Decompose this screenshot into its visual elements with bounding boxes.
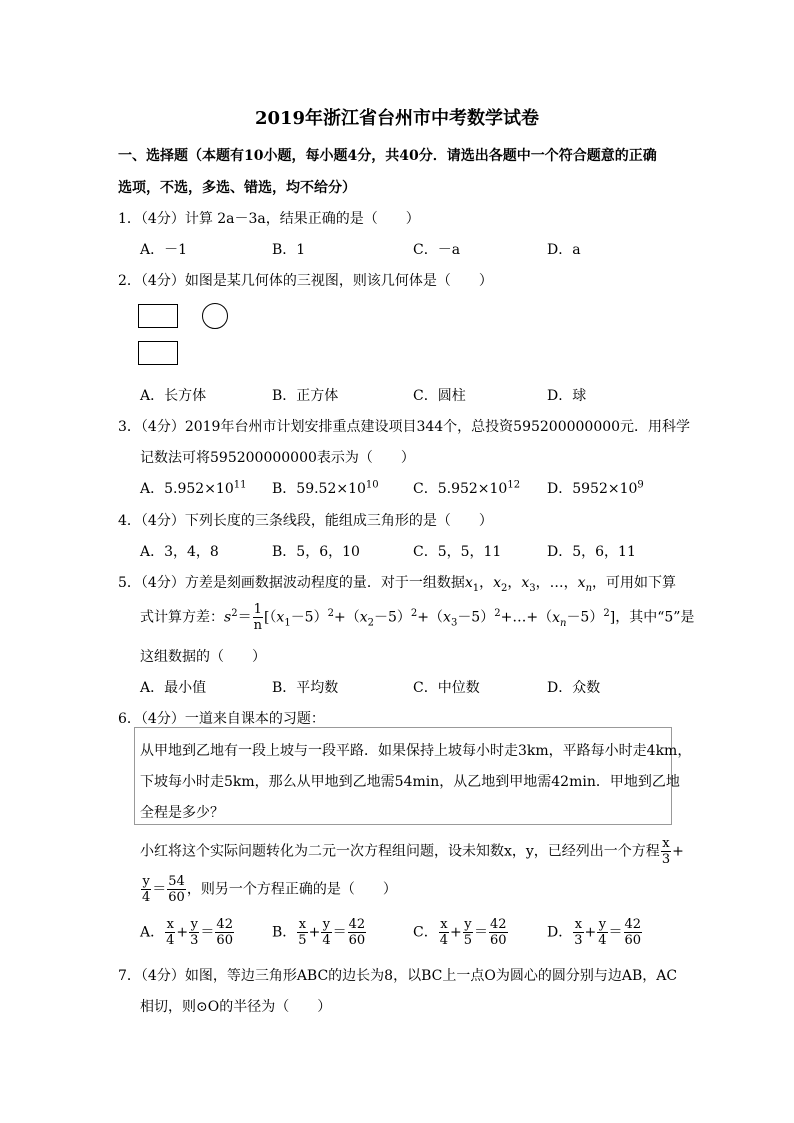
q1-option-d: D．a (547, 242, 581, 258)
section-heading-line2: 选项，不选，多选、错选，均不给分） (118, 180, 356, 196)
q4-option-b: B．5，6，10 (272, 544, 360, 560)
q4-stem: 4．（4分）下列长度的三条线段，能组成三角形的是（ ） (118, 513, 493, 529)
q6-line-b: $\frac{y}{4}$ ＝ $\frac{54}{60}$ ，则另一个方程正确的是（ ） (142, 874, 397, 905)
q5-option-d: D．众数 (547, 680, 601, 696)
q4-option-d: D．5，6，11 (547, 544, 636, 560)
q2-stem: 2．（4分）如图是某几何体的三视图，则该几何体是（ ） (118, 273, 493, 289)
q1-stem: 1．（4分）计算 2a－3a，结果正确的是（ ） (118, 211, 420, 227)
q5-option-c: C．中位数 (413, 680, 480, 696)
q6-stem: 6．（4分）一道来自课本的习题： (118, 711, 325, 727)
front-view-rectangle (138, 304, 178, 328)
section-heading-line1: 一、选择题（本题有10小题，每小题4分，共40分．请选出各题中一个符合题意的正确 (118, 148, 657, 164)
q3-option-b: B．$59.52\times 10^{10}$ (272, 479, 379, 497)
q3-option-c: C．$5.952\times 10^{12}$ (413, 479, 521, 497)
q6-box-line2: 下坡每小时走5km，那么从甲地到乙地需54min，从乙地到甲地需42min．甲地到乙地 (140, 774, 680, 790)
q6-option-c: C． $\frac{x}{4}$ + $\frac{y}{5}$ ＝ $\frac{42}{60}$ (413, 917, 507, 948)
q6-box-line1: 从甲地到乙地有一段上坡与一段平路．如果保持上坡每小时走3km，平路每小时走4km， (140, 743, 692, 759)
q7-line2: 相切，则⊙O的半径为（ ） (140, 999, 332, 1015)
q6-option-b: B． $\frac{x}{5}$ + $\frac{y}{4}$ ＝ $\frac{42}{60}$ (272, 917, 366, 948)
q3-option-a: A．$5.952\times 10^{11}$ (140, 479, 247, 497)
q5-line3: 这组数据的（ ） (140, 649, 266, 665)
page-title: 2019年浙江省台州市中考数学试卷 (254, 108, 540, 129)
q6-line-a: 小红将这个实际问题转化为二元一次方程组问题，设未知数x，y，已经列出一个方程 $\frac{x}{3}$ + (140, 836, 684, 867)
q7-line1: 7．（4分）如图，等边三角形ABC的边长为8，以BC上一点O为圆心的圆分别与边AB，AC (118, 968, 678, 984)
q6-box-line3: 全程是多少？ (140, 805, 224, 821)
side-view-rectangle (138, 341, 178, 365)
q5-option-a: A．最小值 (140, 680, 207, 696)
q6-option-d: D． $\frac{x}{3}$ + $\frac{y}{4}$ ＝ $\frac{42}{60}$ (547, 917, 642, 948)
q5-line2: 式计算方差：$s^2=$ $\frac{1}{n}$ $[(x_1-5)^2+(x_2-5)^2+(x_3-5)^2+\dots+(x_n-5)^2]$，其中“5”是 (140, 602, 695, 634)
q3-option-d: D．$5952\times 10^9$ (547, 479, 644, 497)
top-view-circle (202, 303, 228, 329)
q1-option-a: A．－1 (140, 242, 188, 258)
q1-option-c: C．－a (413, 242, 461, 258)
q6-option-a: A． $\frac{x}{4}$ + $\frac{y}{3}$ ＝ $\frac{42}{60}$ (140, 917, 233, 948)
q2-option-d: D．球 (547, 388, 587, 404)
q4-option-a: A．3，4，8 (140, 544, 219, 560)
q2-option-a: A．长方体 (140, 388, 207, 404)
q2-option-c: C．圆柱 (413, 388, 466, 404)
q4-option-c: C．5，5，11 (413, 544, 502, 560)
q3-line1: 3．（4分）2019年台州市计划安排重点建设项目344个，总投资595200000000元．用科学 (118, 419, 691, 435)
q5-option-b: B．平均数 (272, 680, 339, 696)
q5-line1: 5．（4分）方差是刻画数据波动程度的量．对于一组数据$x_1$，$x_2$，$x_3$，…，$x_n$，可用如下算 (118, 575, 677, 594)
q1-option-b: B．1 (272, 242, 306, 258)
q3-line2: 记数法可将595200000000表示为（ ） (140, 450, 415, 466)
q2-option-b: B．正方体 (272, 388, 339, 404)
